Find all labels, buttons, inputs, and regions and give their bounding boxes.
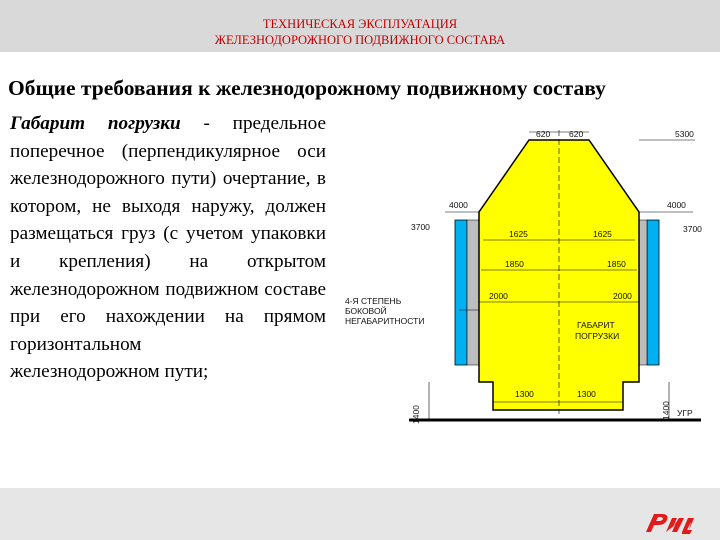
body-last-line: железнодорожном пути; bbox=[10, 361, 209, 383]
loading-gauge-svg bbox=[345, 120, 705, 430]
label-1850-right: 1850 bbox=[607, 259, 626, 269]
label-gauge-2: ПОГРУЗКИ bbox=[575, 331, 620, 341]
body-text bbox=[10, 110, 326, 386]
label-2000-left: 2000 bbox=[489, 291, 508, 301]
body-paragraph: предельное поперечное (перпендикулярное оси железнодорожного пути) очертание, в котором, не выходя наружу, должен размещаться груз (с учетом упаковки и крепления) на открытом железнодорожном подвижном составе при его нахождении на прямом горизонтальном bbox=[10, 113, 327, 355]
label-side-2: БОКОВОЙ bbox=[345, 306, 387, 316]
label-1850-left: 1850 bbox=[505, 259, 524, 269]
body-dash: - bbox=[180, 113, 210, 134]
label-height-4000-left: 4000 bbox=[449, 200, 468, 210]
label-2000-right: 2000 bbox=[613, 291, 632, 301]
body-term: Габарит погрузки bbox=[10, 113, 181, 134]
slide-title: Общие требования к железнодорожному подвижному составу bbox=[8, 76, 606, 100]
label-side-3: НЕГАБАРИТНОСТИ bbox=[345, 316, 425, 326]
label-1625-left: 1625 bbox=[509, 229, 528, 239]
label-height-5300: 5300 bbox=[675, 129, 694, 139]
header-line-2: ЖЕЛЕЗНОДОРОЖНОГО ПОДВИЖНОГО СОСТАВА bbox=[214, 33, 506, 47]
header-line-1: ТЕХНИЧЕСКАЯ ЭКСПЛУАТАЦИЯ bbox=[262, 17, 458, 31]
label-rail-level: УГР bbox=[677, 408, 693, 418]
label-1300-right: 1300 bbox=[577, 389, 596, 399]
label-top-left-width: 620 bbox=[536, 129, 551, 139]
loading-gauge-diagram bbox=[345, 120, 705, 430]
label-side-1: 4-Я СТЕПЕНЬ bbox=[345, 296, 402, 306]
label-1625-right: 1625 bbox=[593, 229, 612, 239]
label-height-3700-right: 3700 bbox=[683, 224, 702, 234]
side-gray-left bbox=[467, 220, 479, 365]
label-1300-left: 1300 bbox=[515, 389, 534, 399]
label-height-4000-right: 4000 bbox=[667, 200, 686, 210]
label-1400-left: 1400 bbox=[411, 405, 421, 424]
label-height-3700-left: 3700 bbox=[411, 222, 430, 232]
header bbox=[0, 16, 720, 48]
rzd-logo-icon bbox=[642, 508, 698, 536]
side-strip-left bbox=[455, 220, 467, 365]
bottom-band bbox=[0, 488, 720, 540]
label-top-right-width: 620 bbox=[569, 129, 584, 139]
side-strip-right bbox=[647, 220, 659, 365]
label-gauge-1: ГАБАРИТ bbox=[577, 320, 615, 330]
label-1400-right: 1400 bbox=[661, 401, 671, 420]
